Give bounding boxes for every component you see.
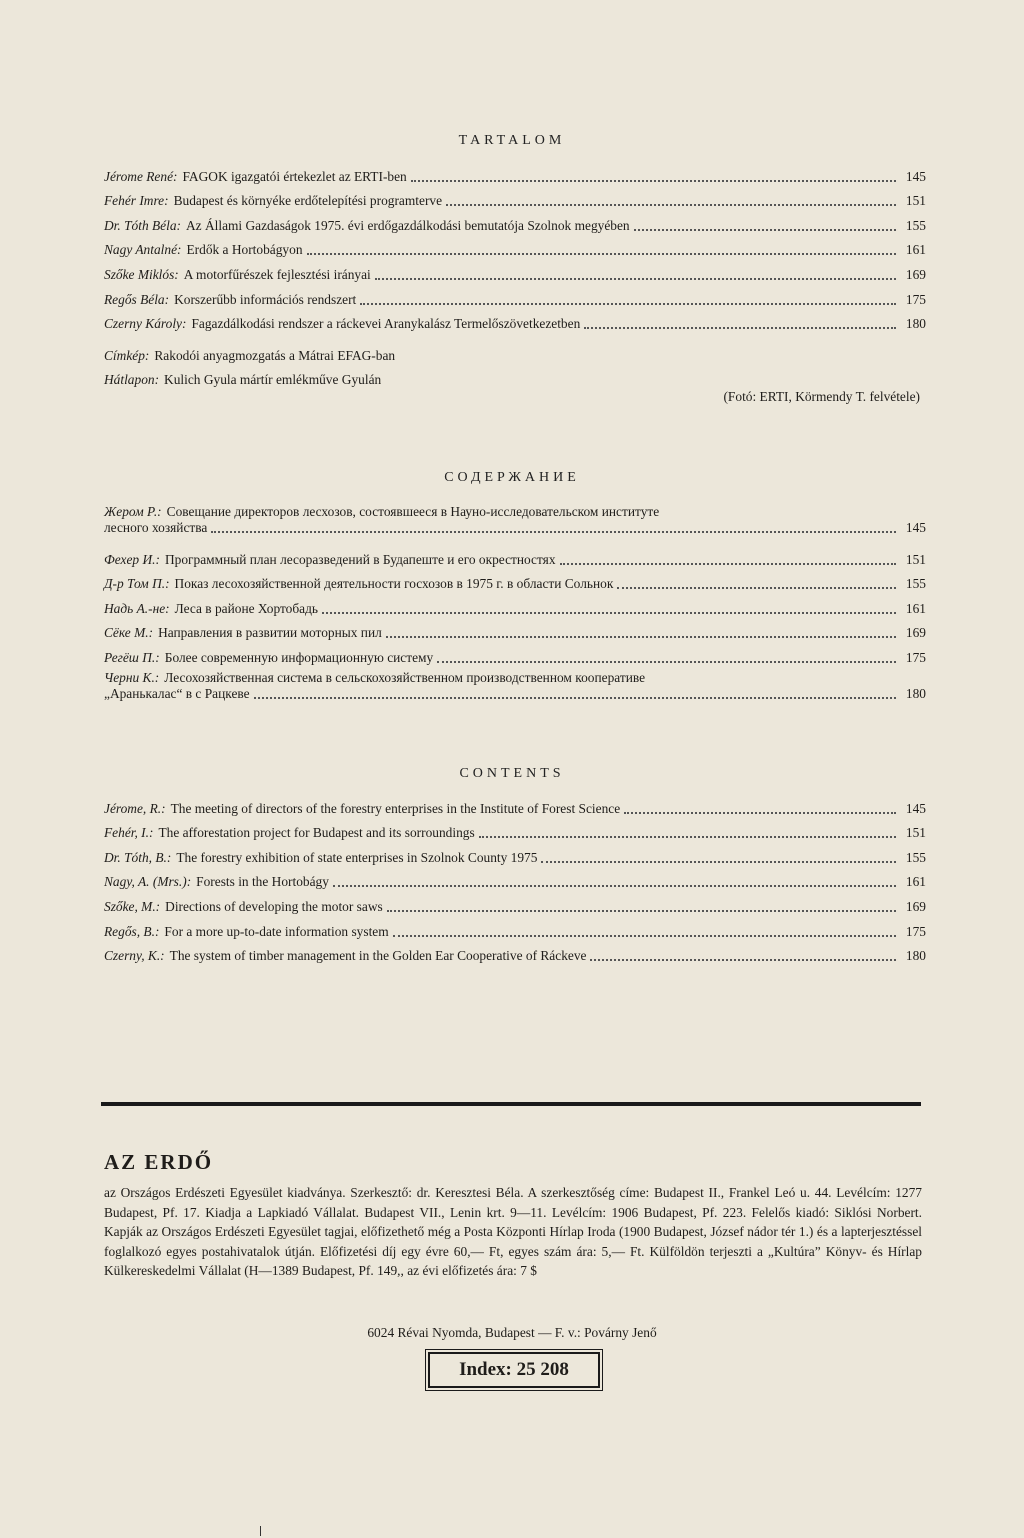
toc-entry xyxy=(104,817,926,842)
toc-page: 151 xyxy=(905,825,926,841)
cover-label: Címkép: xyxy=(104,348,150,364)
toc-title: Budapest és környéke erdőtelepítési programterve xyxy=(173,193,443,209)
toc-page: 180 xyxy=(905,948,926,964)
toc-title: Леса в районе Хортобадь xyxy=(174,600,319,616)
toc-author: Nagy Antalné: xyxy=(104,242,182,258)
soderzhanie-heading: СОДЕРЖАНИЕ xyxy=(444,470,580,485)
toc-entry xyxy=(104,792,926,817)
leader-dots xyxy=(584,326,896,329)
toc-entry xyxy=(104,940,926,965)
cover-text: Rakodói anyagmozgatás a Mátrai EFAG-ban xyxy=(154,348,396,364)
toc-entry xyxy=(104,670,926,709)
toc-title: Лесохозяйственная система в сельскохозяйственном производственном кооперативе xyxy=(164,669,646,685)
toc-author: Черни К.: xyxy=(104,669,160,685)
toc-page: 155 xyxy=(905,576,926,592)
leader-dots xyxy=(624,811,896,814)
toc-entry xyxy=(104,890,926,915)
printer-line: 6024 Révai Nyomda, Budapest — F. v.: Povárny Jenő xyxy=(367,1325,657,1340)
toc-author: Dr. Tóth, B.: xyxy=(104,849,172,865)
toc-entry xyxy=(104,592,926,617)
leader-dots xyxy=(211,530,896,533)
index-number: Index: 25 208 xyxy=(459,1359,569,1380)
toc-entry xyxy=(104,283,926,308)
leader-dots xyxy=(479,835,896,838)
leader-dots xyxy=(590,958,896,961)
toc-title: Directions of developing the motor saws xyxy=(165,898,383,914)
leader-dots xyxy=(617,586,896,589)
contents-heading: CONTENTS xyxy=(459,766,565,781)
toc-author: Фехер И.: xyxy=(104,551,160,567)
toc-entry xyxy=(104,504,926,543)
toc-page: 155 xyxy=(905,217,926,233)
toc-author: Сёке М.: xyxy=(104,625,154,641)
toc-title: Совещание директоров лесхозов, состоявшееся в Науно-исследовательском институте xyxy=(166,504,660,519)
toc-author: Czerny Károly: xyxy=(104,316,187,332)
toc-entry xyxy=(104,234,926,259)
toc-page: 169 xyxy=(905,898,926,914)
toc-author: Жером Р.: xyxy=(104,504,162,519)
toc-page: 169 xyxy=(905,625,926,641)
toc-page: 175 xyxy=(905,923,926,939)
scan-mark xyxy=(260,1526,261,1536)
toc-author: Надь А.-не: xyxy=(104,600,170,616)
toc-entry xyxy=(104,308,926,333)
toc-author: Dr. Tóth Béla: xyxy=(104,217,181,233)
leader-dots xyxy=(560,562,896,565)
toc-author: Regős, B.: xyxy=(104,923,160,939)
toc-title: Az Állami Gazdaságok 1975. évi erdőgazdálkodási bemutatója Szolnok megyében xyxy=(186,217,630,233)
soderzhanie-list xyxy=(104,504,926,709)
toc-entry xyxy=(104,160,926,185)
toc-entry xyxy=(104,209,926,234)
toc-title: The meeting of directors of the forestry enterprises in the Institute of Forest Science xyxy=(170,800,621,816)
toc-author: Regős Béla: xyxy=(104,291,170,307)
toc-entry xyxy=(104,641,926,666)
publication-imprint: az Országos Erdészeti Egyesület kiadványa. Szerkesztő: dr. Keresztesi Béla. A szerkesztőség címe: Budapest II., Frankel Leó u. 44. Levélcím: 1277 Budapest, Pf. 17. Kiadja a Lapkiadó Vállalat. Budapest VII., Lenin krt. 9—11. Levélcím: 1906 Budapest, Pf. 223. Felelős kiadó: Siklósi Norbert. Kapják az Országos Erdészeti Egyesület tagjai, előfizethető még a Posta Központi Hírlap Iroda (1900 Budapest, József nádor tér 1.) és a lapterjesztéssel foglalkozó egyes postahivatalok útján. Előfizetési díj egy évre 60,— Ft, egyes szám ára: 5,— Ft. Külföldön terjeszti a „Kultúra” Könyv- és Hírlap Külkereskedelmi Vállalat (H—1389 Budapest, Pf. 149,, az évi előfizetés ára: 7 $ xyxy=(104,1185,922,1279)
toc-author: Fehér, I.: xyxy=(104,825,154,841)
divider-rule xyxy=(101,1102,921,1106)
toc-title: For a more up-to-date information system xyxy=(164,923,389,939)
toc-entry xyxy=(104,543,926,568)
toc-page: 161 xyxy=(905,242,926,258)
toc-title: FAGOK igazgatói értekezlet az ERTI-ben xyxy=(182,168,407,184)
leader-dots xyxy=(387,909,896,912)
toc-title: Korszerűbb információs rendszert xyxy=(174,291,357,307)
toc-title: Fagazdálkodási rendszer a ráckevei Aranykalász Termelőszövetkezetben xyxy=(191,316,581,332)
index-number-box xyxy=(428,1352,600,1388)
toc-title-cont: „Аранькалас“ в с Рацкеве xyxy=(104,685,250,701)
toc-title: Программный план лесоразведений в Будапеште и его окрестностях xyxy=(164,551,556,567)
toc-title: The forestry exhibition of state enterprises in Szolnok County 1975 xyxy=(176,849,538,865)
leader-dots xyxy=(634,228,896,231)
toc-title: Erdők a Hortobágyon xyxy=(186,242,303,258)
toc-page: 151 xyxy=(905,551,926,567)
toc-title: A motorfűrészek fejlesztési irányai xyxy=(183,266,371,282)
cover-caption xyxy=(104,348,926,372)
toc-entry xyxy=(104,915,926,940)
toc-author: Регёш П.: xyxy=(104,649,160,665)
toc-entry xyxy=(104,866,926,891)
leader-dots xyxy=(322,611,896,614)
toc-page: 175 xyxy=(905,291,926,307)
toc-entry xyxy=(104,568,926,593)
leader-dots xyxy=(360,302,896,305)
toc-page: 161 xyxy=(905,600,926,616)
leader-dots xyxy=(437,660,896,663)
toc-page: 169 xyxy=(905,266,926,282)
back-text: Kulich Gyula mártír emlékműve Gyulán xyxy=(164,372,382,388)
contents-list xyxy=(104,792,926,964)
toc-page: 151 xyxy=(905,193,926,209)
toc-title: Более современную информационную систему xyxy=(164,649,434,665)
toc-page: 145 xyxy=(905,168,926,184)
toc-author: Jérome René: xyxy=(104,168,178,184)
leader-dots xyxy=(386,635,896,638)
leader-dots xyxy=(254,696,896,699)
toc-title: Направления в развитии моторных пил xyxy=(158,625,382,641)
toc-author: Jérome, R.: xyxy=(104,800,166,816)
toc-author: Nagy, A. (Mrs.): xyxy=(104,874,192,890)
toc-page: 180 xyxy=(905,316,926,332)
toc-page: 155 xyxy=(905,849,926,865)
leader-dots xyxy=(541,860,896,863)
toc-author: Szőke Miklós: xyxy=(104,266,179,282)
leader-dots xyxy=(307,252,896,255)
toc-title: The afforestation project for Budapest and its sorroundings xyxy=(158,825,475,841)
tartalom-list xyxy=(104,160,926,396)
toc-author: Szőke, M.: xyxy=(104,898,161,914)
toc-page: 145 xyxy=(905,800,926,816)
toc-entry xyxy=(104,258,926,283)
leader-dots xyxy=(375,277,896,280)
toc-page: 161 xyxy=(905,874,926,890)
toc-page: 180 xyxy=(905,685,926,701)
toc-page: 145 xyxy=(905,520,926,535)
leader-dots xyxy=(333,884,896,887)
toc-author: Fehér Imre: xyxy=(104,193,169,209)
leader-dots xyxy=(411,179,896,182)
publication-title: AZ ERDŐ xyxy=(104,1150,214,1174)
toc-entry xyxy=(104,185,926,210)
toc-title-cont: лесного хозяйства xyxy=(104,520,208,535)
toc-entry xyxy=(104,841,926,866)
toc-author: Д-р Том П.: xyxy=(104,576,170,592)
back-label: Hátlapon: xyxy=(104,372,160,388)
leader-dots xyxy=(393,934,896,937)
toc-author: Czerny, K.: xyxy=(104,948,165,964)
toc-title: The system of timber management in the Golden Ear Cooperative of Ráckeve xyxy=(169,948,587,964)
toc-page: 175 xyxy=(905,649,926,665)
photo-credit: (Fotó: ERTI, Körmendy T. felvétele) xyxy=(723,389,920,404)
toc-title: Показ лесохозяйственной деятельности госхозов в 1975 г. в области Сольнок xyxy=(174,576,614,592)
toc-entry xyxy=(104,617,926,642)
leader-dots xyxy=(446,203,896,206)
tartalom-heading: TARTALOM xyxy=(458,133,566,148)
toc-title: Forests in the Hortobágy xyxy=(196,874,329,890)
